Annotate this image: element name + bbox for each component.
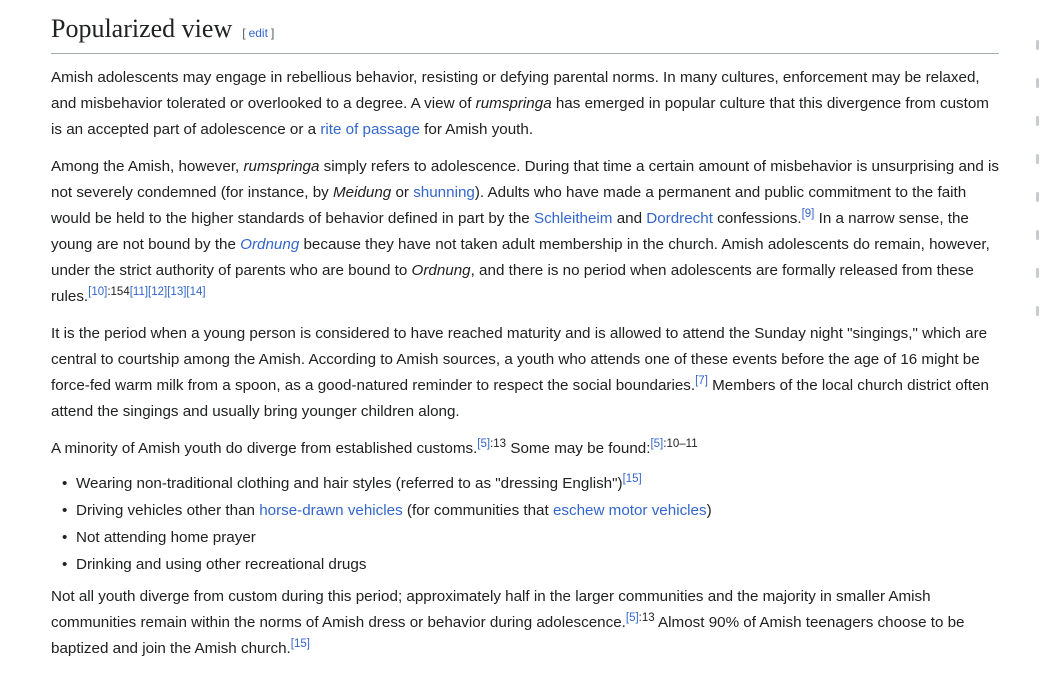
link-schleitheim[interactable]: Schleitheim <box>533 210 613 227</box>
link-shunning[interactable]: shunning <box>413 184 475 201</box>
article-section <box>51 10 999 662</box>
link-dordrecht[interactable]: Dordrecht <box>646 210 713 227</box>
right-edge-fragments <box>1034 40 1040 344</box>
citation-12[interactable]: [12] <box>148 285 168 298</box>
paragraph-2: Among the Amish, however, rumspringa simply refers to adolescence. During that time a certain amount of misbehavior is unsurprising and is not severely condemned (for instance, by Meidung or shunning). Adults who have made a permanent and public commitment to the faith would be held to the higher standards of behavior defined in part by the Schleitheim and Dordrecht confessions.[9] In a narrow sense, the young are not bound by the Ordnung because they have not taken adult membership in the church. Amish adolescents do remain, however, under the strict authority of parents who are bound to Ordnung, and there is no period when adolescents are formally released from these rules.[10]:154[11][12][13][14] <box>51 158 999 305</box>
diverge-list <box>51 470 999 578</box>
citation-13[interactable]: [13] <box>167 285 187 298</box>
link-horse-drawn-vehicles[interactable]: horse-drawn vehicles <box>259 502 403 519</box>
link-rite-of-passage[interactable]: rite of passage <box>320 121 420 138</box>
citation-5-b[interactable]: [5]:10–11 <box>650 437 698 450</box>
citation-7[interactable]: [7] <box>695 374 708 387</box>
bullet-icon: • <box>62 556 68 573</box>
citation-9[interactable]: [9] <box>801 207 815 220</box>
section-title: Popularized view <box>51 14 233 43</box>
bullet-icon: • <box>62 502 68 519</box>
citation-15[interactable]: [15] <box>622 472 642 485</box>
paragraph-3: It is the period when a young person is considered to have reached maturity and is allowed to attend the Sunday night "singings," which are central to courtship among the Amish. According to Amish sources, a youth who attends one of these events before the age of 16 might be force-fed warm milk from a spoon, as a good-natured reminder to respect the social boundaries.[7] Members of the local church district often attend the singings and usually bring younger children along. <box>51 325 989 420</box>
citation-5-c[interactable]: [5]:13 <box>625 611 655 624</box>
bullet-icon: • <box>62 475 68 492</box>
paragraph-1: Amish adolescents may engage in rebellious behavior, resisting or defying parental norms. In many cultures, enforcement may be relaxed, and misbehavior tolerated or overlooked to a degree. A view of rumspringa has emerged in popular culture that this divergence from custom is an accepted part of adolescence or a rite of passage for Amish youth. <box>51 69 989 138</box>
link-eschew-motor-vehicles[interactable]: eschew motor vehicles <box>552 502 707 519</box>
bullet-icon: • <box>62 529 68 546</box>
list-item: • Drinking and using other recreational drugs <box>76 551 999 578</box>
paragraph-5: Not all youth diverge from custom during this period; approximately half in the larger communities and the majority in smaller Amish communities remain within the norms of Amish dress or behavior during adolescence.$^{[5]:13}$ Almost 90% of Amish teenagers choose to be baptized and join the Amish church.[15] <box>51 588 965 657</box>
edit-section: [ edit ] <box>242 26 275 40</box>
citation-5-a[interactable]: [5]:13 <box>477 437 507 450</box>
citation-14[interactable]: [14] <box>186 285 206 298</box>
link-ordnung[interactable]: Ordnung <box>240 236 300 253</box>
citation-11[interactable]: [11] <box>129 285 149 298</box>
list-item: • Not attending home prayer <box>76 524 999 551</box>
citation-15-b[interactable]: [15] <box>290 637 310 650</box>
citation-10[interactable]: [10]:154 <box>88 285 130 298</box>
list-item: • Driving vehicles other than horse-drawn vehicles (for communities that eschew motor vehicles) <box>76 497 999 524</box>
edit-link[interactable]: edit <box>248 26 268 40</box>
section-heading <box>51 10 999 54</box>
list-item: • Wearing non-traditional clothing and hair styles (referred to as "dressing English")[15] <box>76 470 999 497</box>
paragraph-4: A minority of Amish youth do diverge from established customs.$^{[5]:13}$ Some may be found:$^{[5]:10-11}$ <box>51 437 698 457</box>
